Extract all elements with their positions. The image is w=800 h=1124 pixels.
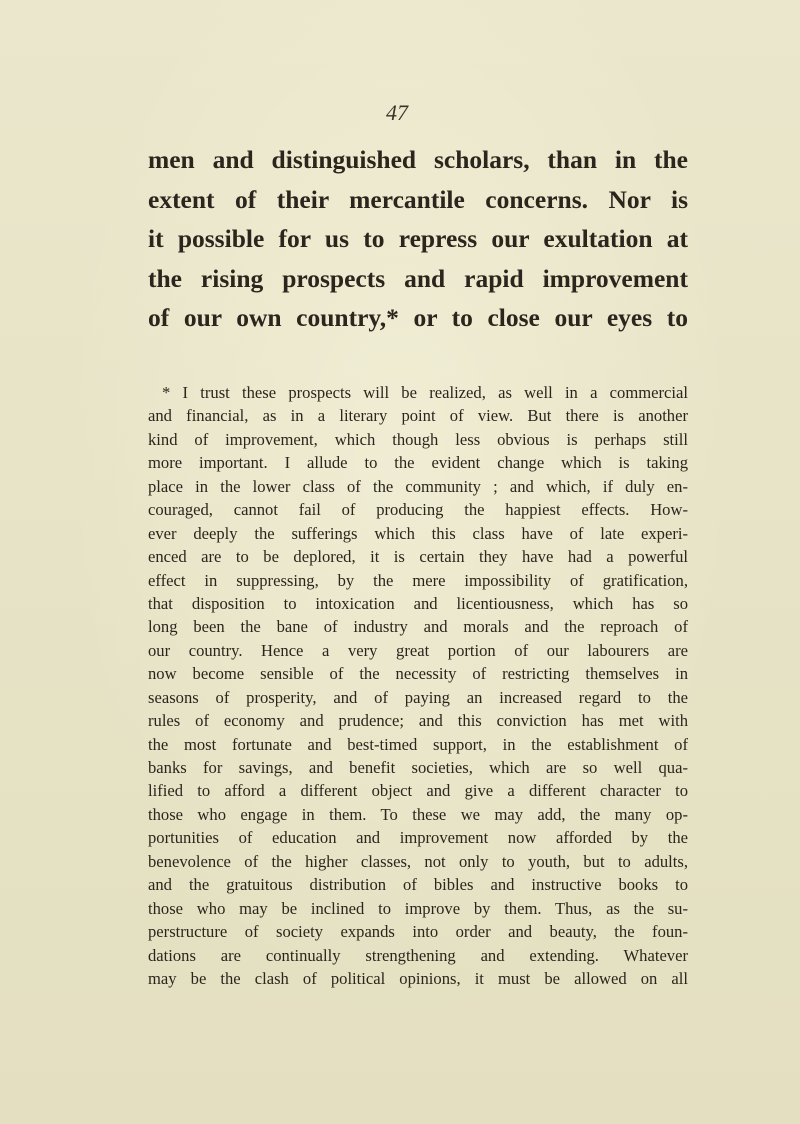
footnote-line: dations are continually strengthening and extending. Whatever xyxy=(148,945,688,965)
footnote-line: our country. Hence a very great portion of our labourers are xyxy=(148,640,688,660)
footnote-line: more important. I allude to the evident change which is taking xyxy=(148,453,688,473)
footnote-line: place in the lower class of the community ; and which, if duly en- xyxy=(148,476,688,496)
footnote-line: the most fortunate and best-timed support, in the establishment of xyxy=(148,734,688,754)
footnote-line: ever deeply the sufferings which this class have of late experi- xyxy=(148,523,688,543)
main-text-block xyxy=(148,140,688,338)
page-number: 47 xyxy=(386,100,408,125)
main-text-line: of our own country,* or to close our eyes to xyxy=(148,303,688,332)
footnote-line: benevolence of the higher classes, not only to youth, but to adults, xyxy=(148,851,688,871)
footnote-line: portunities of education and improvement now afforded by the xyxy=(148,828,688,848)
footnote-line: and the gratuitous distribution of bibles and instructive books to xyxy=(148,875,688,895)
footnote-line: may be the clash of political opinions, it must be allowed on all xyxy=(148,968,688,988)
footnote-line: seasons of prosperity, and of paying an increased regard to the xyxy=(148,687,688,707)
footnote-line: those who may be inclined to improve by them. Thus, as the su- xyxy=(148,898,688,918)
footnote-line: lified to afford a different object and give a different character to xyxy=(148,781,688,801)
footnote-line: couraged, cannot fail of producing the happiest effects. How- xyxy=(148,500,688,520)
main-text-line: it possible for us to repress our exultation at xyxy=(148,224,688,253)
footnote-block xyxy=(148,381,688,990)
footnote-line: rules of economy and prudence; and this conviction has met with xyxy=(148,711,688,731)
footnote-line: banks for savings, and benefit societies, which are so well qua- xyxy=(148,758,688,777)
footnote-line: long been the bane of industry and morals and the reproach of xyxy=(148,617,688,637)
footnote-line: kind of improvement, which though less obvious is perhaps still xyxy=(148,429,688,449)
main-text-line: extent of their mercantile concerns. Nor is xyxy=(148,184,688,214)
footnote-line: that disposition to intoxication and licentiousness, which has so xyxy=(148,593,688,613)
main-text-line: the rising prospects and rapid improvement xyxy=(148,263,688,293)
main-text-line: men and distinguished scholars, than in the xyxy=(148,145,688,174)
footnote-line: * I trust these prospects will be realized, as well in a commercial xyxy=(162,383,688,402)
footnote-line: perstructure of society expands into order and beauty, the foun- xyxy=(148,922,688,942)
footnote-line: enced are to be deplored, it is certain they have had a powerful xyxy=(148,547,688,567)
footnote-line: those who engage in them. To these we may add, the many op- xyxy=(148,804,688,824)
footnote-line: now become sensible of the necessity of restricting themselves in xyxy=(148,664,688,684)
footnote-line: and financial, as in a literary point of view. But there is another xyxy=(148,406,688,426)
footnote-line: effect in suppressing, by the mere impossibility of gratification, xyxy=(148,570,688,590)
